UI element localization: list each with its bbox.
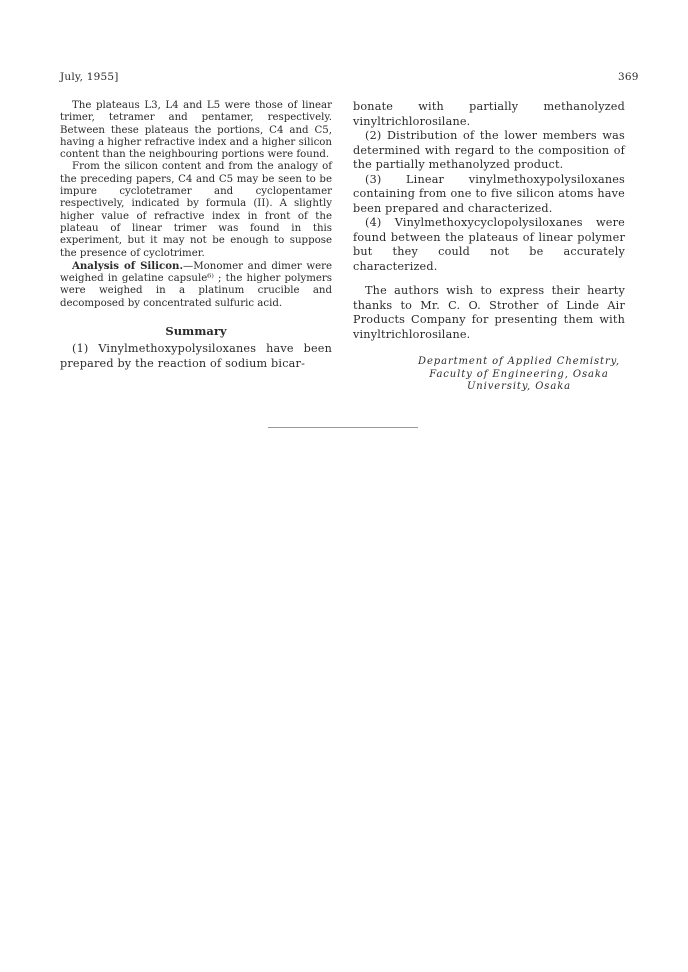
end-rule bbox=[268, 427, 418, 428]
summary-item-3: (3) Linear vinylmethoxypolysiloxanes containing from one to five silicon atoms have been prepared and characterized. bbox=[353, 172, 625, 215]
affiliation-line-2: Faculty of Engineering, Osaka bbox=[429, 368, 609, 380]
summary-heading: Summary bbox=[165, 324, 227, 339]
affiliation-line-1: Department of Applied Chemistry, bbox=[418, 356, 620, 367]
page-number: 369 bbox=[618, 71, 639, 83]
affiliation bbox=[353, 356, 625, 394]
summary-item-4: (4) Vinylmethoxycyclopolysiloxanes were found between the plateaus of linear polymer but they could not be accurately characterized. bbox=[353, 216, 625, 273]
right-column bbox=[353, 100, 625, 394]
analysis-lead: Analysis of Silicon. bbox=[72, 259, 183, 272]
paragraph-plateaus: The plateaus L3, L4 and L5 were those of linear trimer, tetramer and pentamer, respectively. Between these plateaus the portions, C4 and C5, having a higher refractive index and a higher silicon content than the neighbouring portions were found. bbox=[60, 100, 332, 161]
running-header-date: July, 1955] bbox=[60, 71, 119, 83]
paragraph-analysis bbox=[60, 260, 332, 310]
summary-item-1-end: bonate with partially methanolyzed vinyltrichlorosilane. bbox=[353, 100, 625, 128]
analysis-body: —Monomer and dimer were weighed in gelatine capsule⁶⁾ ; the higher polymers were weighed in a platinum crucible and decomposed by concentrated sulfuric acid. bbox=[60, 260, 332, 309]
affiliation-line-3: University, Osaka bbox=[466, 381, 572, 392]
left-column bbox=[60, 100, 332, 371]
acknowledgement: The authors wish to express their hearty thanks to Mr. C. O. Strother of Linde Air Products Company for presenting them with vinyltrichlorosilane. bbox=[353, 284, 625, 341]
summary-item-1-start: (1) Vinylmethoxypolysiloxanes have been prepared by the reaction of sodium bicar- bbox=[60, 342, 332, 370]
paragraph-silicon-content: From the silicon content and from the analogy of the preceding papers, C4 and C5 may be seen to be impure cyclotetramer and cyclopentamer respectively, indicated by formula (II). A slightly higher value of refractive index in front of the plateau of linear trimer was found in this experiment, but it may not be enough to suppose the presence of cyclotrimer. bbox=[60, 161, 332, 259]
summary-item-2: (2) Distribution of the lower members was determined with regard to the composition of the partially methanolyzed product. bbox=[353, 129, 625, 171]
